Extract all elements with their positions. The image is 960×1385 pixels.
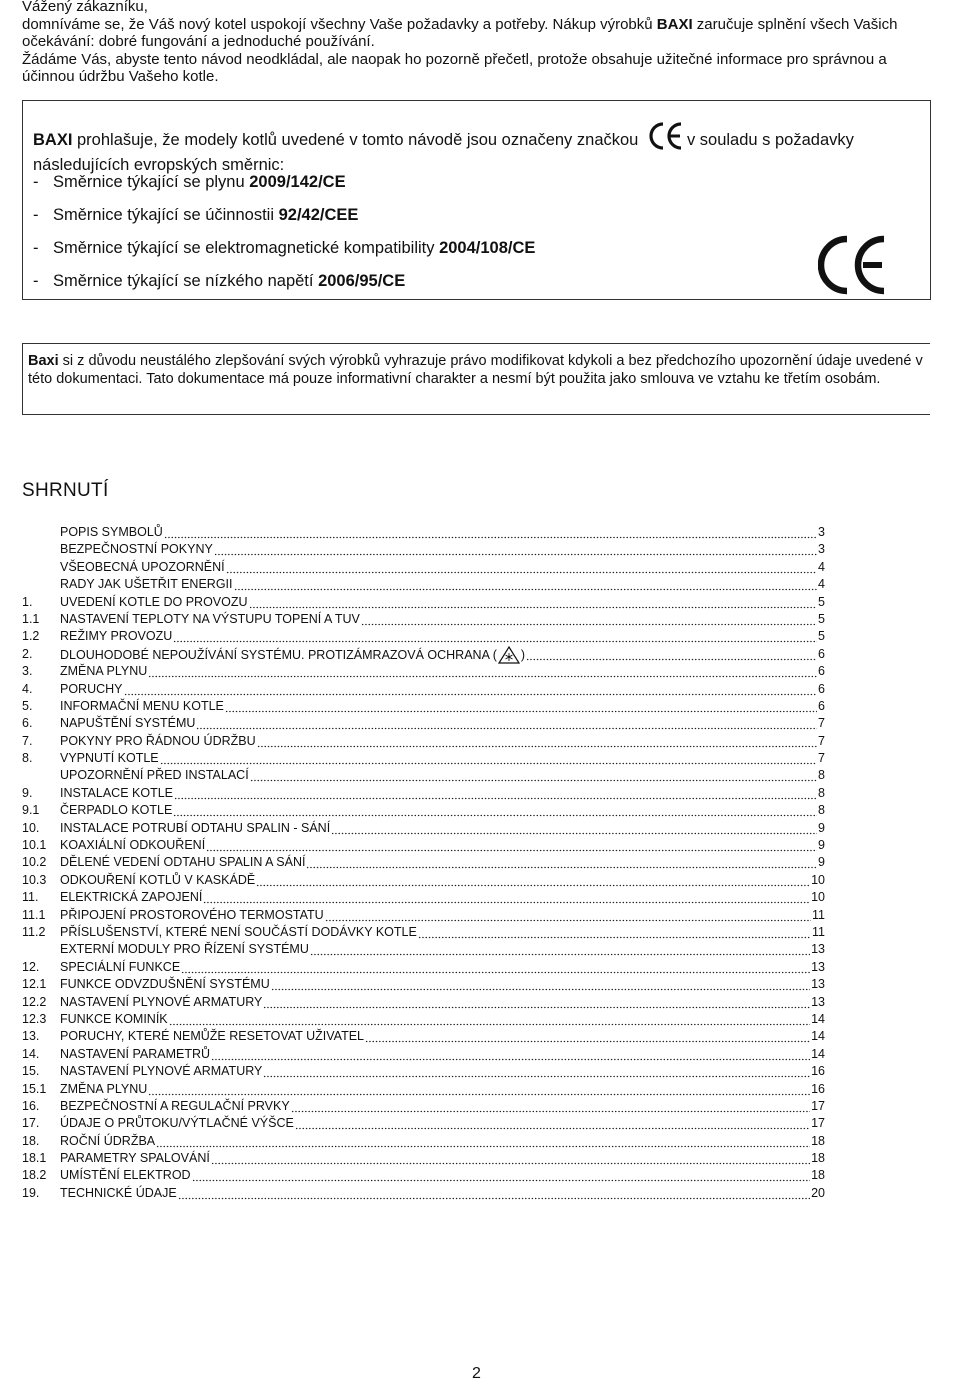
toc-leader-dots — [181, 959, 810, 976]
toc-leader-dots — [192, 1167, 811, 1184]
toc-entry[interactable] — [22, 941, 825, 958]
toc-entry-number: 15. — [22, 1064, 40, 1079]
toc-entry[interactable] — [22, 994, 825, 1011]
directive-item: - Směrnice týkající se elektromagnetické kompatibility 2004/108/CE — [33, 239, 536, 257]
toc-entry[interactable] — [22, 767, 825, 784]
toc-entry-title: NASTAVENÍ TEPLOTY NA VÝSTUPU TOPENÍ A TUV — [60, 611, 360, 626]
toc-entry[interactable] — [22, 541, 825, 558]
toc-entry-number: 11. — [22, 890, 39, 905]
declaration-box — [22, 100, 931, 300]
toc-entry-page: 4 — [818, 577, 825, 592]
toc-entry-number — [22, 941, 60, 958]
toc-entry-title: POKYNY PRO ŘÁDNOU ÚDRŽBU — [60, 733, 256, 748]
toc-leader-dots — [225, 698, 817, 715]
toc-entry-page: 6 — [818, 646, 825, 661]
greeting: Vážený zákazníku, — [22, 0, 148, 15]
toc-entry[interactable] — [22, 1081, 825, 1098]
toc-entry-title: ELEKTRICKÁ ZAPOJENÍ — [60, 890, 203, 905]
toc-entry-page: 3 — [818, 525, 825, 539]
toc-entry-page: 4 — [818, 559, 825, 574]
toc-entry-title: RADY JAK UŠETŘIT ENERGII — [60, 577, 233, 592]
toc-leader-dots — [211, 1150, 810, 1167]
intro-text — [22, 0, 942, 86]
toc-leader-dots — [148, 663, 817, 680]
toc-entry-number — [22, 576, 60, 593]
directive-item: - Směrnice týkající se plynu 2009/142/CE — [33, 173, 346, 191]
toc-leader-dots — [361, 611, 817, 628]
toc-entry-page: 9 — [818, 820, 825, 835]
toc-entry-title: PARAMETRY SPALOVÁNÍ — [60, 1151, 210, 1166]
toc-entry-title: ÚDAJE O PRŮTOKU/VÝTLAČNÉ VÝŠCE — [60, 1116, 294, 1131]
toc-entry-title: FUNKCE KOMINÍK — [60, 1011, 168, 1026]
toc-leader-dots — [291, 1098, 810, 1115]
toc-leader-dots — [418, 924, 811, 941]
toc-entry[interactable] — [22, 1011, 825, 1028]
toc-entry-title: INSTALACE KOTLE — [60, 785, 173, 800]
toc-entry-page: 13 — [811, 942, 825, 957]
toc-entry-title: POPIS SYMBOLŮ — [60, 525, 163, 539]
toc-entry-number: 11.1 — [22, 907, 46, 922]
toc-entry[interactable] — [22, 524, 825, 541]
toc-entry-number: 5. — [22, 698, 33, 713]
toc-entry-number: 1. — [22, 594, 33, 609]
toc-entry[interactable] — [22, 576, 825, 593]
toc-entry-number — [22, 767, 60, 784]
toc-entry-page: 7 — [818, 751, 825, 766]
toc-entry-number: 7. — [22, 733, 33, 748]
toc-entry[interactable] — [22, 663, 825, 680]
toc-entry-number: 18. — [22, 1133, 40, 1148]
toc-entry-number: 11.2 — [22, 924, 46, 939]
toc-entry-number: 12.3 — [22, 1011, 47, 1026]
toc-leader-dots — [263, 1063, 810, 1080]
toc-entry[interactable] — [22, 837, 825, 854]
toc-entry-page: 8 — [818, 803, 825, 818]
toc-leader-dots — [206, 837, 817, 854]
toc-entry[interactable] — [22, 681, 825, 698]
toc-entry-title: FUNKCE ODVZDUŠNĚNÍ SYSTÉMU — [60, 977, 270, 992]
ce-mark-large-icon — [818, 235, 888, 300]
page-number: 2 — [472, 1365, 481, 1382]
toc-entry-number: 12. — [22, 959, 40, 974]
toc-entry-page: 16 — [811, 1064, 825, 1079]
toc-entry-number: 17. — [22, 1116, 40, 1131]
toc-entry-page: 7 — [818, 716, 825, 731]
toc-entry-title: ČERPADLO KOTLE — [60, 803, 173, 818]
toc-entry[interactable] — [22, 594, 825, 611]
toc-leader-dots — [226, 559, 817, 576]
toc-entry-number: 12.2 — [22, 994, 47, 1009]
toc-entry-title: UMÍSTĚNÍ ELEKTROD — [60, 1168, 191, 1183]
toc-entry-title: REŽIMY PROVOZU — [60, 629, 173, 644]
toc-leader-dots — [124, 681, 818, 698]
toc-entry[interactable] — [22, 924, 825, 941]
toc-leader-dots — [250, 767, 817, 784]
toc-heading: SHRNUTÍ — [22, 480, 109, 501]
toc-entry-page: 5 — [818, 629, 825, 644]
directive-item: - Směrnice týkající se účinnostii 92/42/CEE — [33, 206, 359, 224]
toc-entry-page: 6 — [818, 664, 825, 679]
declaration-text: BAXI prohlašuje, že modely kotlů uvedené v tomto návodě jsou označeny značkou v souladu s požadavky následujících evropských směrnic: — [33, 121, 923, 175]
toc-leader-dots — [169, 1011, 810, 1028]
toc-leader-dots — [256, 872, 810, 889]
toc-entry-page: 17 — [811, 1116, 825, 1131]
toc-leader-dots — [365, 1028, 810, 1045]
toc-entry-number: 14. — [22, 1046, 40, 1061]
toc-entry-number: 6. — [22, 716, 33, 731]
disclaimer-text: Baxi si z důvodu neustálého zlepšování svých výrobků vyhrazuje právo modifikovat kdykoli a bez předchozího upozornění údaje uvedené v této dokumentaci. Tato dokumentace má pouze informativní charakter a nesmí být použita jako smlouva ve vztahu ke třetím osobám. — [28, 353, 923, 387]
toc-entry-title: EXTERNÍ MODULY PRO ŘÍZENÍ SYSTÉMU — [60, 942, 309, 957]
toc-entry-number: 1.1 — [22, 611, 40, 626]
toc-entry[interactable] — [22, 628, 825, 645]
toc-entry-page: 9 — [818, 838, 825, 853]
toc-entry-number: 13. — [22, 1029, 40, 1044]
toc-entry-page: 9 — [818, 855, 825, 870]
toc-entry-page: 18 — [811, 1168, 825, 1183]
toc-entry-number: 18.1 — [22, 1151, 47, 1166]
toc-entry[interactable] — [22, 1063, 825, 1080]
toc-entry[interactable] — [22, 976, 825, 993]
toc-entry-title: BEZPEČNOSTNÍ A REGULAČNÍ PRVKY — [60, 1098, 290, 1113]
toc-entry[interactable] — [22, 1167, 825, 1184]
toc-entry-page: 16 — [811, 1081, 825, 1096]
intro-paragraph-2: Žádáme Vás, abyste tento návod neodkládal, ale naopak ho pozorně přečetl, protože obsahuje užitečné informace pro správnou a účinnou údržbu Vašeho kotle. — [22, 50, 887, 85]
toc-entry-number: 8. — [22, 751, 33, 766]
toc-entry[interactable] — [22, 1150, 825, 1167]
toc-entry[interactable] — [22, 559, 825, 576]
toc-entry-page: 8 — [818, 768, 825, 783]
toc-leader-dots — [156, 1133, 810, 1150]
toc-entry-page: 18 — [811, 1133, 825, 1148]
toc-entry[interactable] — [22, 820, 825, 837]
toc-leader-dots — [526, 646, 817, 663]
toc-entry-title: BEZPEČNOSTNÍ POKYNY — [60, 542, 213, 557]
toc-entry-number: 3. — [22, 664, 33, 679]
toc-entry-page: 3 — [818, 542, 825, 557]
toc-entry-title: SPECIÁLNÍ FUNKCE — [60, 959, 181, 974]
toc-leader-dots — [263, 994, 810, 1011]
toc-entry-title: PORUCHY — [60, 681, 123, 696]
table-of-contents — [22, 524, 825, 1202]
disclaimer-box — [22, 343, 930, 415]
toc-entry-title: NASTAVENÍ PARAMETRŮ — [60, 1046, 211, 1061]
toc-entry-page: 13 — [811, 977, 825, 992]
toc-entry-title: PŘÍSLUŠENSTVÍ, KTERÉ NENÍ SOUČÁSTÍ DODÁVKY KOTLE — [60, 924, 417, 939]
toc-leader-dots — [203, 889, 810, 906]
toc-entry[interactable] — [22, 959, 825, 976]
toc-entry-number: 15.1 — [22, 1081, 47, 1096]
toc-entry-title: DĚLENÉ VEDENÍ ODTAHU SPALIN A SÁNÍ — [60, 855, 306, 870]
toc-entry-page: 7 — [818, 733, 825, 748]
toc-entry-title: PŘIPOJENÍ PROSTOROVÉHO TERMOSTATU — [60, 907, 324, 922]
toc-entry-number: 10.2 — [22, 855, 47, 870]
toc-entry-page: 6 — [818, 681, 825, 696]
toc-entry-title: INSTALACE POTRUBÍ ODTAHU SPALIN - SÁNÍ — [60, 820, 331, 835]
toc-entry-number: 10.1 — [22, 838, 47, 853]
toc-entry-title: ZMĚNA PLYNU — [60, 1081, 148, 1096]
toc-leader-dots — [164, 524, 817, 541]
toc-entry-page: 13 — [811, 959, 825, 974]
toc-leader-dots — [306, 854, 817, 871]
toc-leader-dots — [331, 820, 817, 837]
toc-entry-number — [22, 524, 60, 541]
directive-item: - Směrnice týkající se nízkého napětí 2006/95/CE — [33, 272, 406, 290]
toc-leader-dots — [148, 1081, 810, 1098]
toc-entry-number: 12.1 — [22, 977, 47, 992]
toc-entry[interactable] — [22, 1098, 825, 1115]
toc-entry-page: 5 — [818, 594, 825, 609]
toc-entry[interactable] — [22, 611, 825, 628]
toc-entry-title: NAPUŠTĚNÍ SYSTÉMU — [60, 716, 196, 731]
toc-leader-dots — [160, 750, 817, 767]
toc-entry[interactable] — [22, 785, 825, 802]
toc-entry-page: 10 — [811, 890, 825, 905]
toc-entry[interactable] — [22, 698, 825, 715]
toc-entry-page: 13 — [811, 994, 825, 1009]
toc-entry-title: ROČNÍ ÚDRŽBA — [60, 1133, 156, 1148]
toc-entry-number: 10.3 — [22, 872, 47, 887]
toc-leader-dots — [178, 1185, 810, 1202]
toc-entry-title: ODKOUŘENÍ KOTLŮ V KASKÁDĚ — [60, 872, 256, 887]
toc-entry-page: 8 — [818, 785, 825, 800]
toc-entry[interactable] — [22, 715, 825, 732]
toc-entry-title: NASTAVENÍ PLYNOVÉ ARMATURY — [60, 1064, 263, 1079]
toc-leader-dots — [174, 785, 817, 802]
toc-entry-title: VYPNUTÍ KOTLE — [60, 751, 159, 766]
toc-entry-title: DLOUHODOBÉ NEPOUŽÍVÁNÍ SYSTÉMU. PROTIZÁMRAZOVÁ OCHRANA ( ) — [60, 646, 525, 663]
toc-entry-title: UVEDENÍ KOTLE DO PROVOZU — [60, 594, 248, 609]
toc-leader-dots — [196, 715, 817, 732]
toc-leader-dots — [173, 802, 817, 819]
toc-entry-number: 9.1 — [22, 803, 40, 818]
toc-entry-page: 14 — [811, 1046, 825, 1061]
toc-leader-dots — [257, 733, 817, 750]
toc-leader-dots — [234, 576, 818, 593]
toc-entry[interactable] — [22, 1133, 825, 1150]
toc-entry-page: 10 — [811, 872, 825, 887]
directive-list — [33, 173, 793, 305]
toc-entry[interactable] — [22, 889, 825, 906]
toc-leader-dots — [271, 976, 810, 993]
toc-entry-page: 11 — [812, 924, 825, 939]
toc-entry-title: VŠEOBECNÁ UPOZORNĚNÍ — [60, 559, 225, 574]
toc-entry-number — [22, 559, 60, 576]
toc-leader-dots — [249, 594, 818, 611]
toc-entry[interactable] — [22, 1028, 825, 1045]
toc-leader-dots — [325, 907, 811, 924]
toc-leader-dots — [173, 628, 817, 645]
toc-entry[interactable] — [22, 1046, 825, 1063]
toc-entry-title: UPOZORNĚNÍ PŘED INSTALACÍ — [60, 768, 249, 783]
toc-entry[interactable] — [22, 907, 825, 924]
toc-entry[interactable] — [22, 1185, 825, 1202]
toc-entry-page: 18 — [811, 1151, 825, 1166]
toc-entry[interactable] — [22, 646, 825, 663]
toc-leader-dots — [310, 941, 810, 958]
toc-entry-title: TECHNICKÉ ÚDAJE — [60, 1185, 177, 1200]
toc-leader-dots — [295, 1115, 810, 1132]
toc-entry-page: 14 — [811, 1011, 825, 1026]
toc-entry[interactable] — [22, 1115, 825, 1132]
toc-leader-dots — [214, 541, 817, 558]
toc-entry[interactable] — [22, 750, 825, 767]
ce-mark-icon — [647, 121, 685, 156]
toc-entry-page: 6 — [818, 698, 825, 713]
toc-entry-title: INFORMAČNÍ MENU KOTLE — [60, 698, 224, 713]
toc-entry-number — [22, 541, 60, 558]
toc-entry[interactable] — [22, 733, 825, 750]
toc-entry-page: 5 — [818, 611, 825, 626]
toc-entry-number: 4. — [22, 681, 33, 696]
toc-entry[interactable] — [22, 854, 825, 871]
toc-entry-title: NASTAVENÍ PLYNOVÉ ARMATURY — [60, 994, 263, 1009]
toc-entry-number: 18.2 — [22, 1168, 47, 1183]
toc-entry-page: 17 — [811, 1098, 825, 1113]
intro-paragraph-1: domníváme se, že Váš nový kotel uspokojí všechny Vaše požadavky a potřeby. Nákup výrobků BAXI zaručuje splnění všech Vašich očekávání: dobré fungování a jednoduché používání. — [22, 15, 898, 50]
toc-leader-dots — [211, 1046, 810, 1063]
toc-entry-number: 16. — [22, 1098, 40, 1113]
toc-entry-page: 11 — [812, 907, 825, 922]
toc-entry-number: 2. — [22, 646, 33, 661]
toc-entry-page: 14 — [811, 1029, 825, 1044]
toc-entry-number: 1.2 — [22, 629, 40, 644]
toc-entry-number: 19. — [22, 1185, 40, 1200]
toc-entry-page: 20 — [811, 1185, 825, 1200]
toc-entry[interactable] — [22, 802, 825, 819]
toc-entry[interactable] — [22, 872, 825, 889]
toc-entry-title: PORUCHY, KTERÉ NEMŮŽE RESETOVAT UŽIVATEL — [60, 1029, 364, 1044]
toc-entry-title: KOAXIÁLNÍ ODKOUŘENÍ — [60, 838, 206, 853]
toc-entry-title: ZMĚNA PLYNU — [60, 664, 148, 679]
toc-entry-number: 9. — [22, 785, 33, 800]
toc-entry-number: 10. — [22, 820, 40, 835]
